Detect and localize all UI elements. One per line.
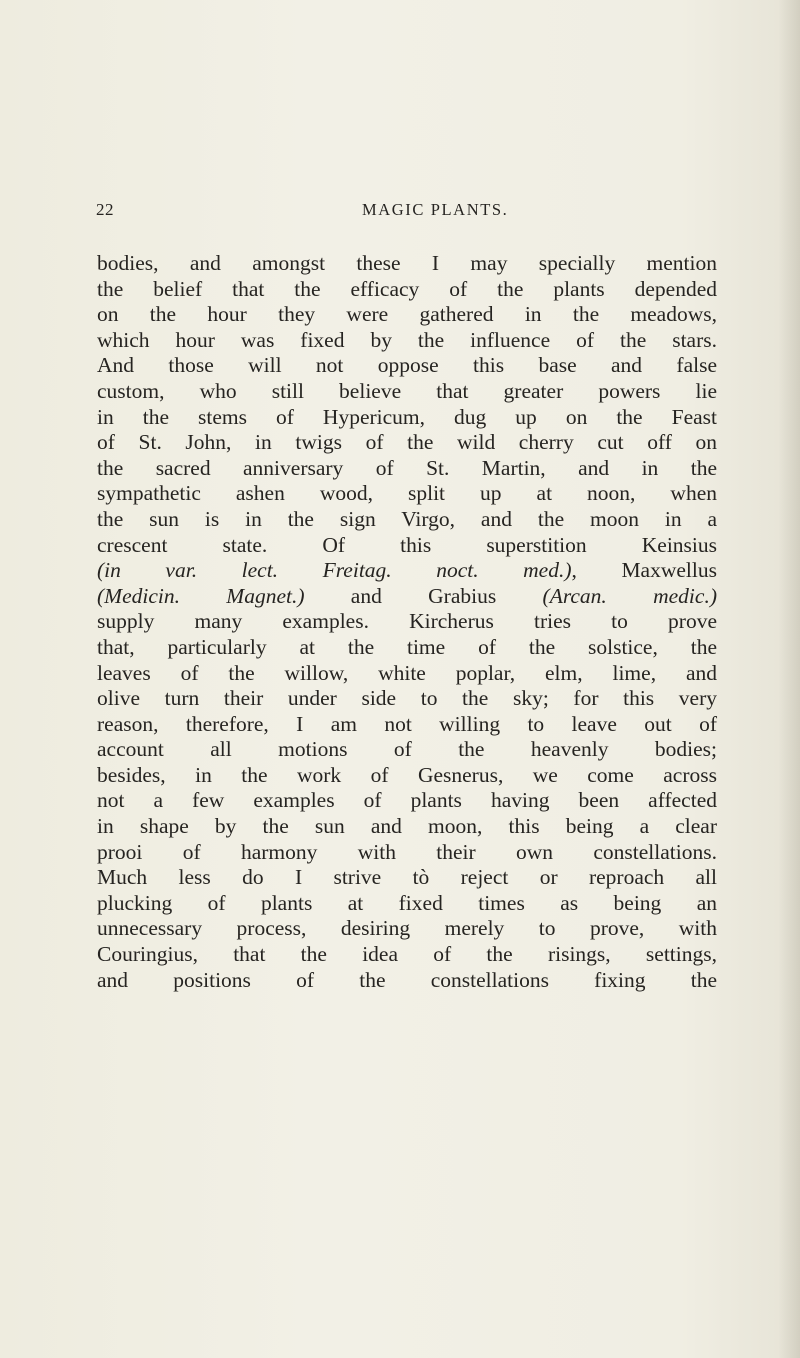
body-text: [97, 251, 717, 993]
text-line: the sacred anniversary of St. Martin, and in the: [97, 455, 717, 480]
text-line: [97, 584, 717, 610]
text-line: which hour was fixed by the influence of the stars.: [97, 327, 717, 352]
text-line: [97, 558, 717, 584]
text-line: account all motions of the heavenly bodies;: [97, 737, 717, 762]
text-line: in the stems of Hypericum, dug up on the Feast: [97, 404, 717, 429]
text-line: not a few examples of plants having been affected: [97, 788, 717, 813]
text-line: crescent state. Of this superstition Keinsius: [97, 532, 717, 557]
text-line: prooi of harmony with their own constellations.: [97, 839, 717, 864]
text-segment: and Grabius: [304, 583, 543, 608]
text-line: bodies, and amongst these I may specially mention: [97, 251, 717, 275]
text-line: that, particularly at the time of the solstice, the: [97, 634, 717, 659]
text-line: sympathetic ashen wood, split up at noon, when: [97, 481, 717, 506]
page-number: 22: [96, 200, 114, 219]
text-line: and positions of the constellations fixing the: [97, 967, 717, 992]
text-segment: , Maxwellus: [571, 558, 717, 583]
text-line: of St. John, in twigs of the wild cherry cut off on: [97, 430, 717, 455]
text-line: the belief that the efficacy of the plants depended: [97, 276, 717, 301]
italic-citation: (Arcan. medic.): [542, 583, 717, 608]
text-line: reason, therefore, I am not willing to leave out of: [97, 711, 717, 736]
running-head: [96, 200, 716, 226]
text-line: plucking of plants at fixed times as being an: [97, 890, 717, 915]
page-edge-shadow: [778, 0, 800, 1358]
italic-citation: (in var. lect. Freitag. noct. med.): [97, 558, 572, 583]
text-line: olive turn their under side to the sky; for this very: [97, 686, 717, 711]
text-line: on the hour they were gathered in the meadows,: [97, 302, 717, 327]
text-line: besides, in the work of Gesnerus, we come across: [97, 762, 717, 787]
text-line: Much less do I strive tò reject or reproach all: [97, 865, 717, 890]
italic-citation: (Medicin. Magnet.): [97, 583, 305, 608]
text-line: Couringius, that the idea of the risings, settings,: [97, 942, 717, 967]
text-line: in shape by the sun and moon, this being a clear: [97, 814, 717, 839]
text-line: leaves of the willow, white poplar, elm, lime, and: [97, 660, 717, 685]
text-line: supply many examples. Kircherus tries to prove: [97, 609, 717, 634]
text-line: And those will not oppose this base and false: [97, 353, 717, 378]
text-line: the sun is in the sign Virgo, and the moon in a: [97, 506, 717, 531]
text-line: unnecessary process, desiring merely to prove, with: [97, 916, 717, 941]
running-title: MAGIC PLANTS.: [362, 200, 509, 219]
text-line: custom, who still believe that greater powers lie: [97, 378, 717, 403]
